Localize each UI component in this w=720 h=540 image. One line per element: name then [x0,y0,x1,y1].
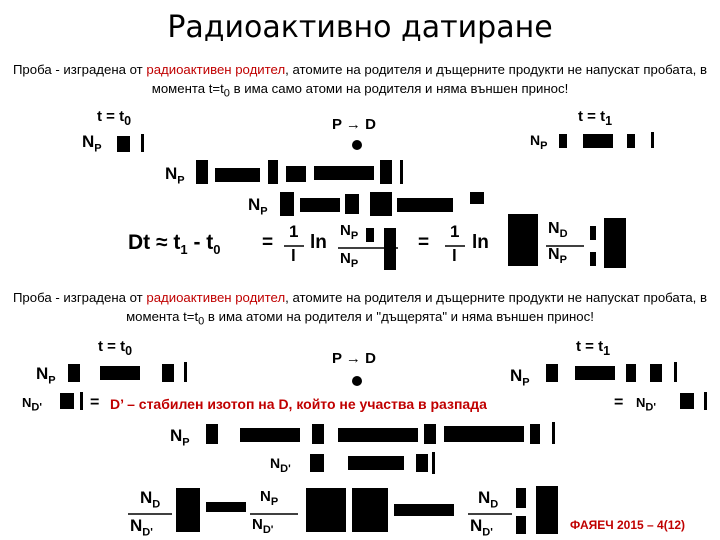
fraction-denominator: l [452,246,457,265]
fraction-numerator: 1 [450,222,460,241]
glyph-block [651,132,654,148]
glyph-block [366,228,374,242]
fraction-nd-num-3: $N_D$ [478,488,499,511]
fraction-nd-num: $N_D$ [548,220,568,241]
section1-description: Проба - изградена от радиоактивен родител, атомите на родителя и дъщерните продукти не напускат пробата, в момента $t=t_0$ в има само атоми на родителя и няма външен принос! [12,62,708,100]
np-t0: $N_P$ [82,132,102,155]
fraction-nd-num-2: $N_D$ [140,488,161,511]
glyph-block [432,452,435,474]
glyph-block [583,134,613,148]
slide-footer: ФАЯЕЧ 2015 – 4(12) [570,518,686,532]
glyph-block [400,160,403,184]
np-row3: $N_P$ [170,426,190,449]
glyph-block [590,252,596,266]
glyph-block [314,166,374,180]
glyph-block [162,364,174,382]
glyph-block [60,393,74,409]
glyph-block [626,364,636,382]
glyph-block [397,198,453,212]
glyph-block [546,364,558,382]
fraction-bar [445,244,467,248]
fraction-denominator: l [291,246,296,265]
glyph-block [530,424,540,444]
glyph-block [348,456,404,470]
t0-label: $t = t_0$ [97,108,132,128]
ln-label: ln [472,232,489,253]
equals-sign: = [90,394,100,411]
glyph-block [206,502,246,512]
glyph-block [300,198,340,212]
fraction-nd-prime-den-4: $N_{D'}$ [470,516,493,539]
decay-label: P → D [332,116,376,133]
glyph-block [516,488,526,508]
fraction-np-den: $N_P$ [340,250,359,270]
glyph-block [416,454,428,472]
glyph-block [176,488,200,532]
np-t1-2: $N_P$ [510,366,530,389]
decay-label-2: P → D [332,350,376,367]
glyph-block [394,504,454,516]
np-t0-2: $N_P$ [36,364,56,387]
equals-sign: = [614,394,624,411]
stable-isotope-note: D’ – стабилен изотоп на D, който не участва в разпада [110,396,487,412]
equals-sign: = [418,232,430,253]
fraction-nd-prime-den-3: $N_{D'}$ [252,516,274,536]
glyph-block [536,486,558,534]
glyph-block [674,362,677,382]
nd-prime-right: $N_{D'}$ [636,395,656,414]
fraction-bar [284,244,306,248]
fraction-bar [468,512,514,516]
glyph-block [117,136,130,152]
formula-delta-t: $Dt \approx t_1 - t_0$ [128,231,221,258]
glyph-block [196,160,208,184]
t1-label-2: $t = t_1$ [576,338,611,358]
glyph-block [240,428,300,442]
glyph-block [215,168,260,182]
glyph-block [141,134,144,152]
glyph-block [184,362,187,382]
equals-sign: = [262,232,274,253]
np-row1: $N_P$ [165,164,185,187]
glyph-block [516,516,526,534]
glyph-block [590,226,596,240]
glyph-block [206,424,218,444]
decay-dot [352,140,362,150]
section2-description: Проба - изградена от радиоактивен родител, атомите на родителя и дъщерните продукти не напускат пробата, в момента $t=t_0$ в има атоми на родителя и "дъщерята" и няма външен принос! [12,290,708,328]
glyph-block [306,488,346,532]
glyph-block [100,366,140,380]
glyph-block [559,134,567,148]
glyph-block [470,192,484,204]
decay-dot-2 [352,376,362,386]
glyph-block [575,366,615,380]
glyph-block [312,424,324,444]
glyph-block [268,160,278,184]
glyph-block [444,426,524,442]
fraction-np-den: $N_P$ [548,246,567,267]
fraction-bar [128,512,174,516]
glyph-block [508,214,538,266]
glyph-block [338,428,418,442]
glyph-block [650,364,662,382]
nd-prime-left: $N_{D'}$ [22,395,42,414]
glyph-block [384,228,396,270]
fraction-nd-prime-den-2: $N_{D'}$ [130,516,153,539]
ln-label: ln [310,232,327,253]
glyph-block [352,488,388,532]
nd-prime-row: $N_{D'}$ [270,455,291,475]
glyph-block [370,192,392,216]
glyph-block [680,393,694,409]
fraction-bar [546,244,586,248]
fraction-numerator: 1 [289,222,299,241]
glyph-block [627,134,635,148]
glyph-block [345,194,359,214]
np-row2: $N_P$ [248,195,268,218]
glyph-block [380,160,392,184]
t1-label: $t = t_1$ [578,108,613,128]
glyph-block [704,392,707,410]
glyph-block [286,166,306,182]
glyph-block [68,364,80,382]
fraction-np-num: $N_P$ [340,222,359,242]
glyph-block [280,192,294,216]
t0-label-2: $t = t_0$ [98,338,133,358]
fraction-bar [250,512,300,516]
page-title: Радиоактивно датиране [167,10,553,45]
np-t1: $N_P$ [530,132,548,152]
glyph-block [604,218,626,268]
glyph-block [552,422,555,444]
glyph-block [80,392,83,410]
glyph-block [424,424,436,444]
glyph-block [310,454,324,472]
fraction-np-num-2: $N_P$ [260,488,279,508]
